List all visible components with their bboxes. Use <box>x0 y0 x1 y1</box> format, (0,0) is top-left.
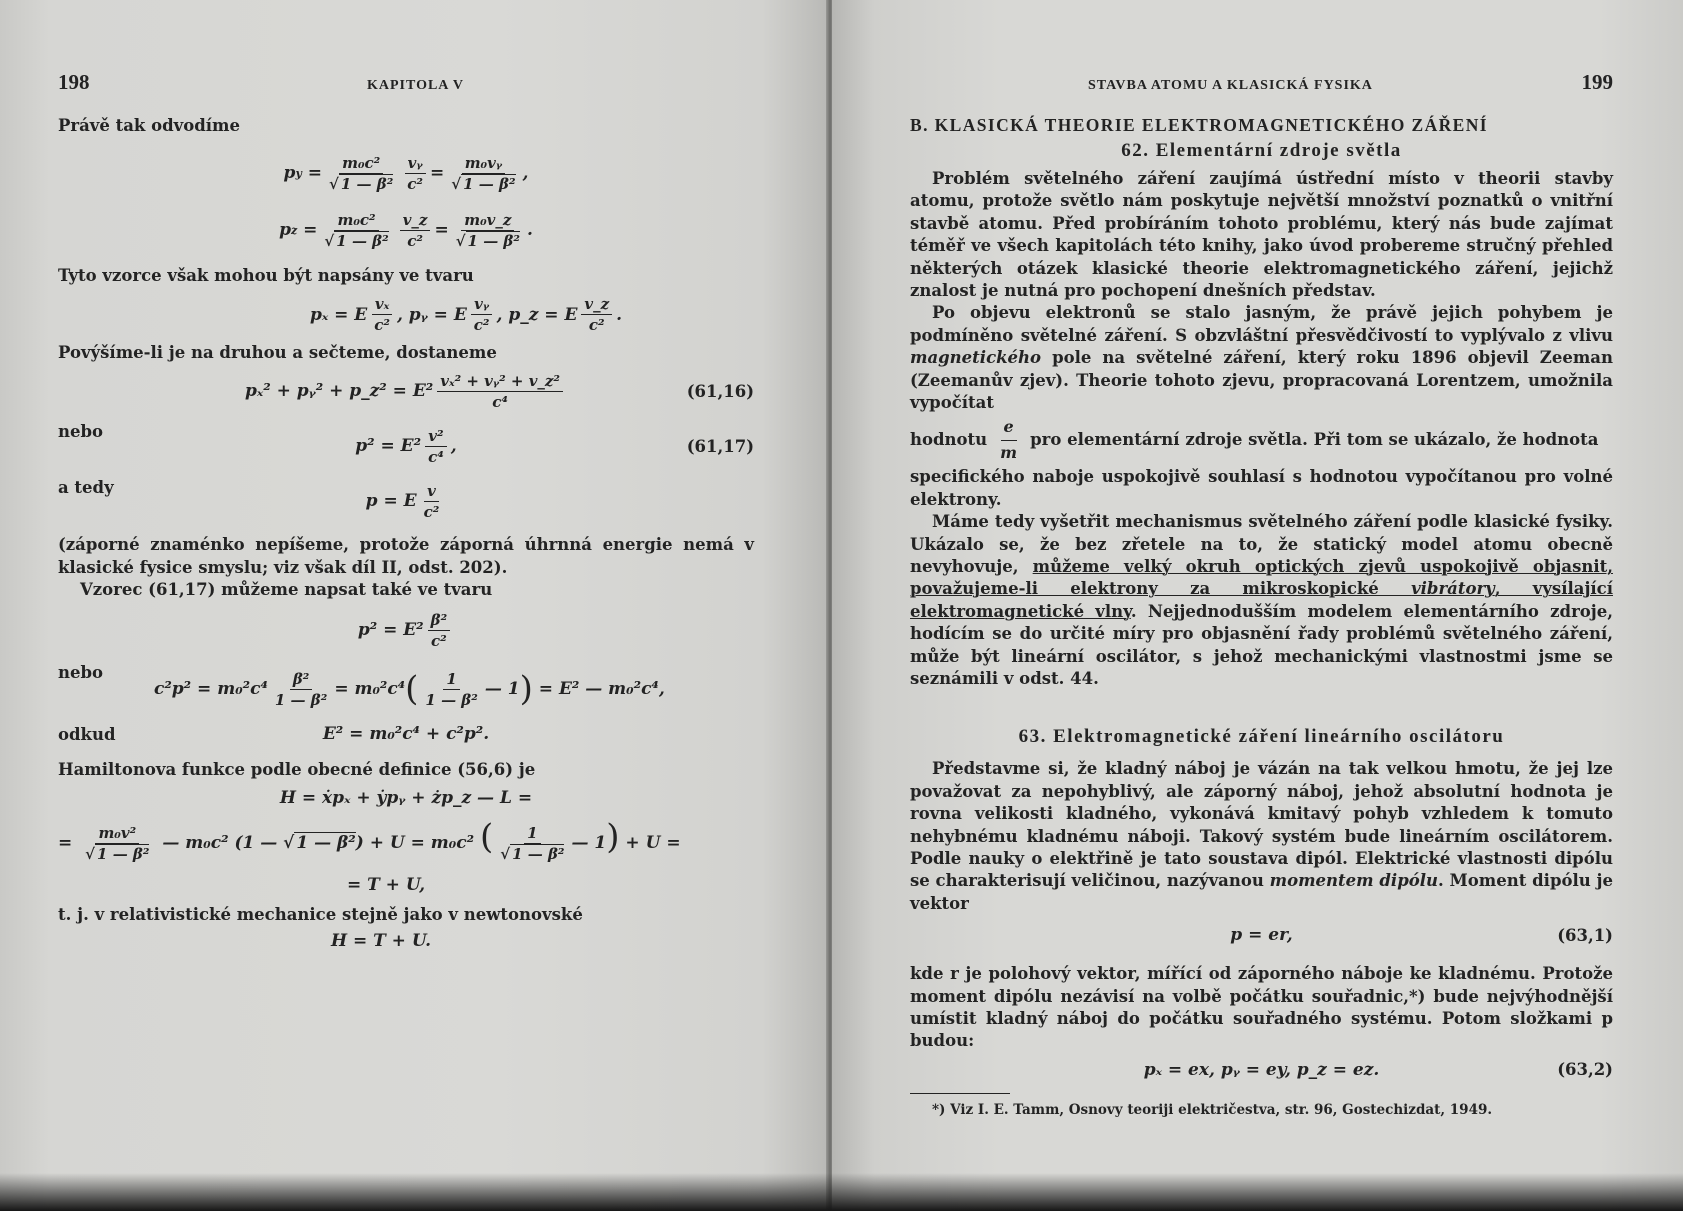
left-header <box>58 70 754 95</box>
text-povysime: Povýšíme-li je na druhou a sečteme, dostaneme <box>58 342 497 362</box>
equation-pz: p z = $\frac{\text{m₀c²}}{\text{√ 1 — β²}}$ $\frac{v\_z}{\text{c²}}$ = $\frac{\text{m₀v\_z}}{\text{√ 1 — β²}}$ . <box>279 210 533 250</box>
paragraph-1: Problém světelného záření zaujímá ústřední místo v theorii stavby atomu, protože světlo nám poskytuje největší množství poznatků o vnitřní stavbě atomu. Před probíráním tohoto problému, který nás bude zajímat téměř ve všech kapitolách této knihy, jako úvod probereme stručný přehled některých otázek klasické theorie elektromagnetického záření, jejichž znalost je nutná pro pochopení dnešních představ. <box>910 169 1613 301</box>
right-page <box>832 0 1683 1211</box>
equation-p: a tedy p = E $\frac{v}{\text{c²}}$ <box>58 478 440 521</box>
equation-61-16: pₓ² + pᵧ² + p_z² = E² $\frac{\text{vₓ² + vᵧ² + v\_z²}}{\text{c⁴}}$ (61,16) <box>244 371 754 411</box>
left-page-number: 198 <box>58 70 90 94</box>
equation-number-61-16: (61,16) <box>686 381 754 401</box>
equation-pE: pₓ = E $\frac{\text{vₓ}}{\text{c²}}$ , pᵧ = E $\frac{\text{vᵧ}}{\text{c²}}$ , p_z = E $\frac{v\_z}{\text{c²}}$ . <box>309 295 623 335</box>
heading-62: 62. Elementární zdroje světla <box>1121 140 1402 161</box>
right-running-head: STAVBA ATOMU A KLASICKÁ FYSIKA <box>1088 78 1373 93</box>
label-a-tedy: a tedy <box>58 478 114 498</box>
paragraph-2-ratio-line: hodnotu $\frac{e}{m}$ pro elementární zdroje světla. Při tom se ukázalo, že hodnota <box>910 417 1599 462</box>
footnote-rule <box>910 1093 1010 1094</box>
bottom-shadow <box>0 1173 1683 1211</box>
label-nebo-2: nebo <box>58 663 104 683</box>
paragraph-3: Máme tedy vyšetřit mechanismus světelného záření podle klasické fysiky. Ukázalo se, že bez zřetele na to, že statický model atomu obecně nevyhovuje, můžeme velký okruh optických zjevů uspokojivě objasnit, považujeme-li elektrony za mikroskopické vibrátory, vysílající elektromagnetické vlny. Nejjednodušším modelem elementárního zdroje, hodícím se do určité míry pro objasnění řady problémů světelného záření, může být lineární oscilátor, s jehož mechanickými vlastnostmi jsme se seznámili v odst. 44. <box>910 512 1613 688</box>
paragraph-2-end: specifického naboje uspokojivě souhlasí s hodnotou vypočítanou pro volné elektrony. <box>910 467 1613 509</box>
label-nebo-1: nebo <box>58 422 104 442</box>
equation-H1: H = ẋpₓ + ẏpᵧ + żp_z — L = <box>279 787 533 808</box>
equation-E2: odkud E² = m₀²c⁴ + c²p². <box>58 724 490 745</box>
text-vzorec: Vzorec (61,17) můžeme napsat také ve tvaru <box>80 580 493 600</box>
equation-61-17: nebo p² = E² $\frac{\text{v²}}{\text{c⁴}}$ , (61,17) <box>58 422 754 466</box>
section-title: B. KLASICKÁ THEORIE ELEKTROMAGNETICKÉHO ZÁŘENÍ <box>910 115 1489 135</box>
equation-number-61-17: (61,17) <box>686 436 754 456</box>
text-tj: t. j. v relativistické mechanice stejně jako v newtonovské <box>58 904 583 924</box>
equation-beta: p² = E² $\frac{\text{β²}}{\text{c²}}$ <box>58 601 754 659</box>
left-page <box>0 0 828 1211</box>
equation-H2: = $\frac{\text{m₀v²}}{\text{√ 1 — β²}}$ — m₀c² (1 — √ 1 — β²) + U = m₀c² ( $\frac{1}{\text{√ 1 — β²}}$ — 1) + U = <box>58 817 681 864</box>
right-page-number: 199 <box>1581 70 1613 94</box>
equation-c2p2: nebo c²p² = m₀²c⁴ $\frac{\text{β²}}{\text{1 — β²}}$ = m₀²c⁴ ( $\frac{1}{\text{1 — β²}}$ — 1 ) = E² — m₀²c⁴, <box>58 663 665 710</box>
intro-text: Právě tak odvodíme <box>58 116 241 135</box>
text-zaporne: (záporné znaménko nepíšeme, protože záporná úhrnná energie nemá v klasické fysice smyslu; viz však díl II, odst. 202). <box>58 535 754 577</box>
left-running-head: KAPITOLA V <box>366 78 464 93</box>
equation-63-2: pₓ = ex, pᵧ = ey, p_z = ez. (63,2) <box>1143 1059 1613 1080</box>
right-header <box>910 70 1613 95</box>
equation-number-63-1: (63,1) <box>1557 925 1613 945</box>
footnote: *) Viz I. E. Tamm, Osnovy teoriji električestva, str. 96, Gostechizdat, 1949. <box>932 1101 1493 1118</box>
equation-py: p y = $\frac{\text{m₀c²}}{\text{√ 1 — β²}}$ $\frac{\text{vᵧ}}{\text{c²}}$ = $\frac{\text{m₀vᵧ}}{\text{√ 1 — β²}}$ , <box>283 153 529 193</box>
paragraph-2: Po objevu elektronů se stalo jasným, že právě jejich pohybem je podmíněno světelné záření. S obzvláštní přesvědčivostí to vyplývalo z vlivu magnetického pole na světelné záření, který roku 1896 objevil Zeeman (Zeemanův zjev). Theorie tohoto zjevu, propracovaná Lorentzem, umožnila vypočítat <box>910 303 1613 413</box>
equation-63-1: p = er, (63,1) <box>1230 925 1613 946</box>
equation-number-63-2: (63,2) <box>1557 1060 1613 1080</box>
text-tyto: Tyto vzorce však mohou být napsány ve tvaru <box>58 266 474 286</box>
label-odkud: odkud <box>58 724 116 744</box>
text-hamilton: Hamiltonova funkce podle obecné definice (56,6) je <box>58 760 536 780</box>
paragraph-5: kde r je polohový vektor, mířící od záporného náboje ke kladnému. Protože moment dipólu nezávisí na volbě počátku souřadnic,*) bude nejvýhodnější umístit kladný náboj do počátku souřadného systému. Potom složkami p budou: <box>910 964 1613 1051</box>
heading-63: 63. Elektromagnetické záření lineárního oscilátoru <box>1018 726 1505 748</box>
paragraph-4: Představme si, že kladný náboj je vázán na tak velkou hmotu, že jej lze považovat za nepohyblivý, ale záporný náboj, jehož absolutní hodnota je rovna velikosti kladného, vykonává kmitavý pohyb vzhledem k tomuto nehybnému kladnému náboji. Takový systém bude lineárním oscilátorem. Podle nauky o elektřině je tato soustava dipól. Elektrické vlastnosti dipólu se charakterisují veličinou, nazývanou momentem dipólu. Moment dipólu je vektor <box>910 759 1613 913</box>
equation-H3: = T + U, <box>346 874 426 895</box>
equation-H4: H = T + U. <box>330 931 432 952</box>
